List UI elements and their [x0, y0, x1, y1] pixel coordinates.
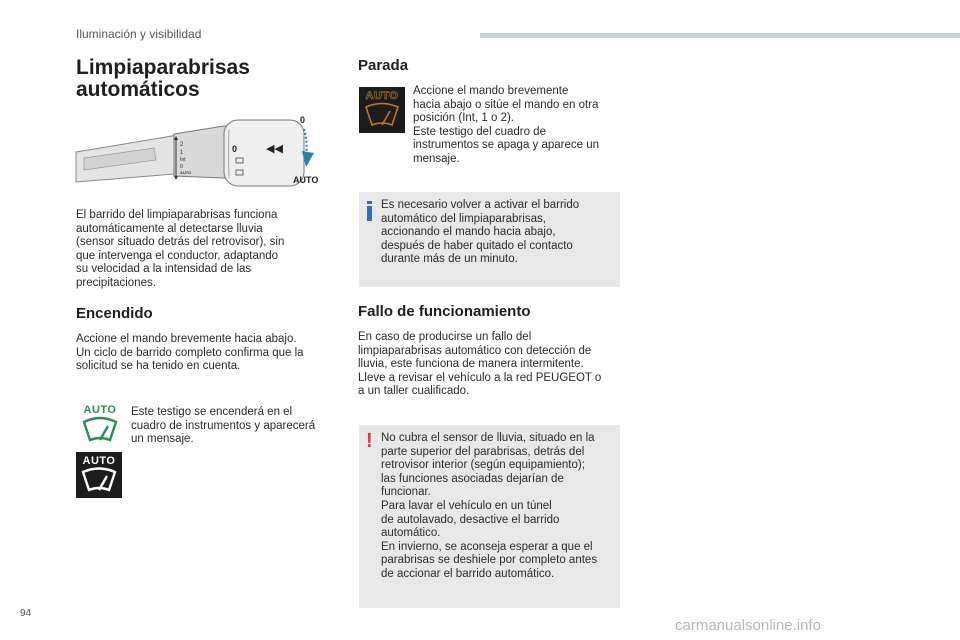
info-icon	[367, 201, 372, 221]
rewind-icon: ◀◀	[266, 142, 283, 155]
auto-dark-label: AUTO	[82, 455, 116, 467]
encendido-lamp-text: Este testigo se encenderá en el cuadro de instrumentos y aparecerá un mensaje.	[131, 406, 316, 446]
intro-paragraph: El barrido del limpiaparabrisas funciona automáticamente al detectarse lluvia (sensor situado detrás del retrovisor), sin que intervenga el conductor, adaptando su velocidad a la intensidad de las precipitaciones.	[76, 209, 285, 289]
down-arrow-icon	[302, 151, 314, 167]
section-header: Iluminación y visibilidad	[76, 27, 202, 41]
page-number: 94	[20, 608, 32, 619]
auto-wiper-lamp-off	[359, 87, 405, 133]
parada-auto-label: AUTO	[365, 90, 399, 102]
lever-pos-auto: AUTO	[180, 170, 192, 175]
info-note-box	[359, 192, 620, 287]
encendido-text: Accione el mando brevemente hacia abajo. Un ciclo de barrido completo confirma que la solicitud se ha tenido en cuenta.	[76, 333, 304, 373]
encendido-heading: Encendido	[76, 305, 153, 322]
lever-pos-1: 1	[180, 150, 184, 156]
arrow-zero-label: 0	[300, 115, 306, 125]
parada-heading: Parada	[358, 57, 409, 74]
page-title: Limpiaparabrisas automáticos	[76, 56, 250, 101]
push-down-arrow-illustration	[290, 113, 330, 189]
lever-pos-int: Int	[180, 157, 186, 163]
warning-icon: !	[366, 430, 373, 452]
windshield-wiper-white-icon	[76, 467, 122, 495]
ring-zero-label: 0	[232, 144, 238, 154]
auto-lamp-label: AUTO	[83, 404, 117, 416]
warning-note-text: No cubra el sensor de lluvia, situado en la parte superior del parabrisas, detrás del retrovisor interior (según equipamiento); las funciones asociadas dejarían de funcionar. Para lavar el vehículo en un túnel de autolavado, desactive el barrido automático. En invierno, se aconseja esperar a que el parabrisas se deshiele por completo antes de accionar el barrido automático.	[381, 432, 598, 580]
lever-pos-2: 2	[180, 142, 184, 148]
arrow-auto-label: AUTO	[293, 175, 319, 185]
windshield-wiper-icon	[78, 416, 122, 446]
auto-wiper-lamp-dark	[76, 452, 122, 498]
parada-text: Accione el mando brevemente hacia abajo o sitúe el mando en otra posición (Int, 1 o 2). Este testigo del cuadro de instrumentos se apaga y aparece un mensaje.	[413, 85, 600, 165]
warning-note-box	[359, 425, 620, 608]
header-rule	[480, 33, 960, 38]
watermark: carmanualsonline.info	[675, 617, 821, 634]
auto-wiper-lamp-on	[78, 404, 122, 448]
fallo-heading: Fallo de funcionamiento	[358, 303, 531, 320]
info-note-text: Es necesario volver a activar el barrido automático del limpiaparabrisas, accionando el mando hacia abajo, después de haber quitado el contacto durante más de un minuto.	[381, 199, 580, 266]
windshield-wiper-outline-icon	[359, 102, 405, 130]
wiper-stalk-illustration	[74, 108, 324, 192]
fallo-text: En caso de producirse un fallo del limpiaparabrisas automático con detección de lluvia, este funciona de manera intermitente. Lleve a revisar el vehículo a la red PEUGEOT o a un taller cualificado.	[358, 331, 602, 398]
lever-pos-0: 0	[180, 164, 183, 170]
